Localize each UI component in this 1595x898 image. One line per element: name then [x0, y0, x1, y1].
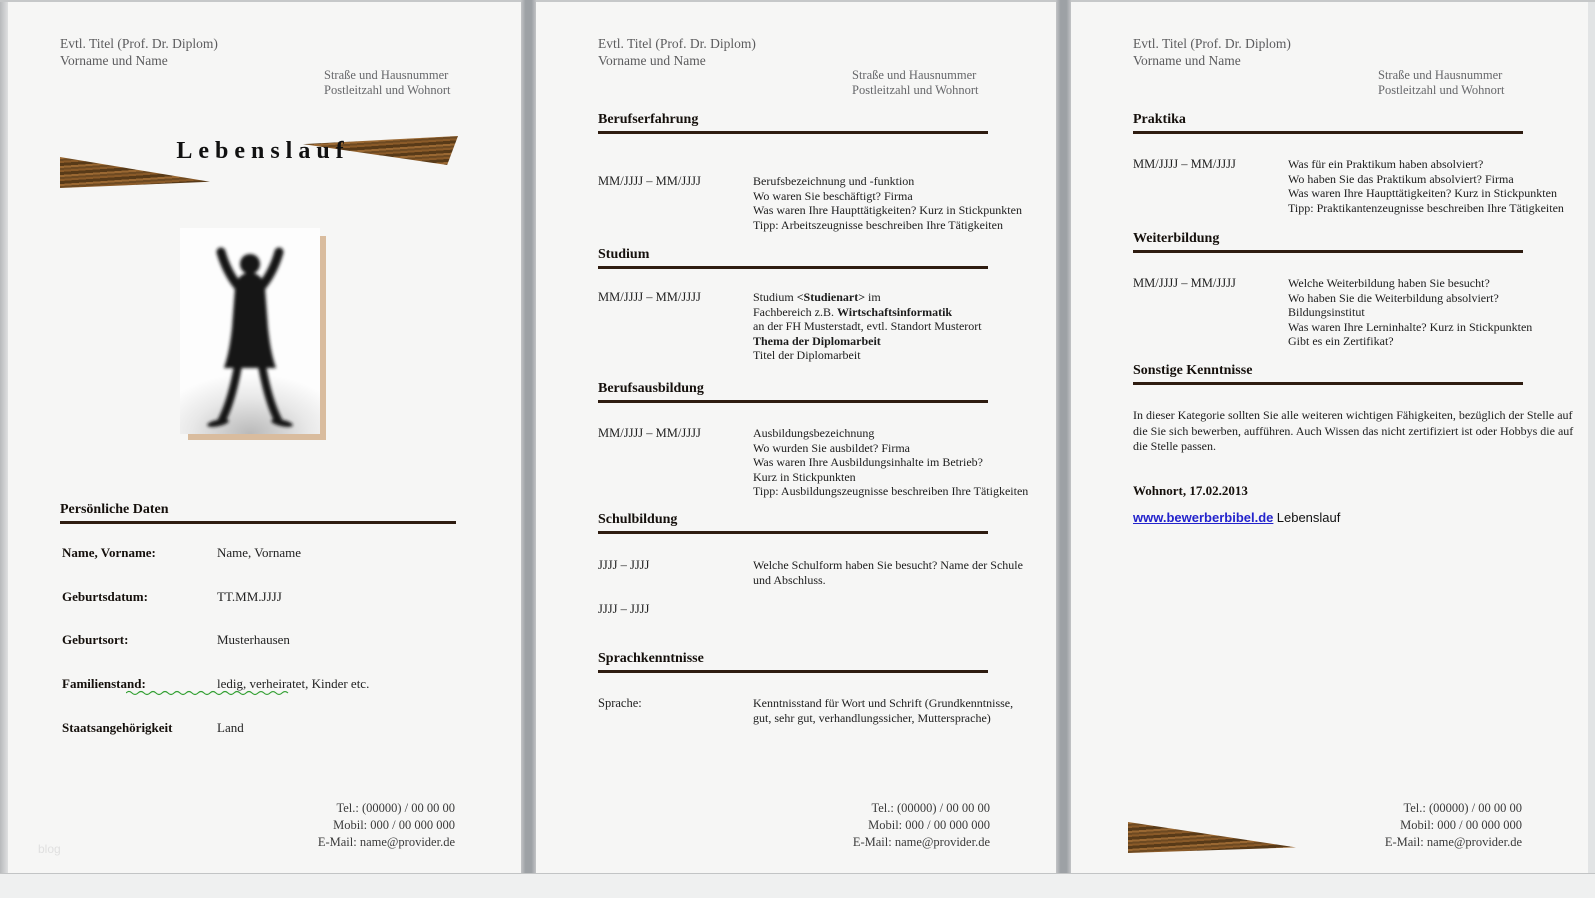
section-sprachkenntnisse: Sprachkenntnisse — [598, 651, 988, 673]
field-label: Familienstand: — [62, 676, 146, 691]
desk-bottom-strip — [0, 873, 1595, 898]
entry-description: Studium <Studienart> im Fachbereich z.B. Wirtschaftsinformatik an der FH Musterstadt, evtl. Standort Musterort Thema der Diplomarbeit Titel der Diplomarbeit — [753, 290, 982, 362]
mobil-line: Mobil: 000 / 00 000 000 — [1400, 818, 1522, 832]
contact-footer — [318, 800, 455, 851]
entry-description: Berufsbezeichnung und -funktion Wo waren Sie beschäftigt? Firma Was waren Ihre Haupttätigkeiten? Kurz in Stickpunkten Tipp: Arbeitszeugnisse beschreiben Ihre Tätigkeiten — [753, 174, 1022, 232]
page-separator-1 — [521, 0, 536, 873]
entry-description: Welche Schulform haben Sie besucht? Name der Schule und Abschluss. — [753, 558, 1023, 587]
mobil-line: Mobil: 000 / 00 000 000 — [868, 818, 990, 832]
row-staatsangehoerigkeit — [62, 720, 244, 736]
applicant-address-block — [852, 68, 979, 98]
field-value: ledig, verheiratet, Kinder etc. — [217, 676, 370, 691]
spellcheck-squiggle — [126, 690, 294, 696]
date-range: MM/JJJJ – MM/JJJJ — [598, 290, 701, 304]
entry-praktika — [1133, 157, 1564, 215]
section-berufserfahrung: Berufserfahrung — [598, 112, 988, 134]
contact-footer — [1385, 800, 1522, 851]
applicant-title-line: Evtl. Titel (Prof. Dr. Diplom) — [1133, 36, 1291, 51]
entry-schulbildung-2 — [598, 602, 753, 617]
row-geburtsdatum — [62, 589, 282, 605]
document-title: Lebenslauf — [176, 138, 350, 164]
silhouette-figure-image — [180, 228, 320, 434]
sonstige-paragraph: In dieser Kategorie sollten Sie alle weiteren wichtigen Fähigkeiten, bezüglich der Stelle auf die Sie sich bewerben, aufführen. Auch Wissen das nicht zertifiziert ist oder Hobbys die auf die Stelle passen. — [1133, 408, 1574, 453]
date-range: MM/JJJJ – MM/JJJJ — [1133, 276, 1236, 290]
place-date-line: Wohnort, 17.02.2013 — [1133, 483, 1248, 498]
section-weiterbildung: Weiterbildung — [1133, 231, 1523, 253]
applicant-name-block — [598, 35, 756, 69]
email-line: E-Mail: name@provider.de — [1384, 835, 1522, 849]
entry-schulbildung-1 — [598, 558, 1023, 587]
bewerberbibel-link[interactable]: www.bewerberbibel.de — [1133, 510, 1274, 525]
applicant-name-block — [1133, 35, 1291, 69]
section-schulbildung: Schulbildung — [598, 512, 988, 534]
entry-description: Welche Weiterbildung haben Sie besucht? Wo haben Sie die Weiterbildung absolviert? Bildungsinstitut Was waren Ihre Lerninhalte? Kurz in Stickpunkten Gibt es ein Zertifikat? — [1288, 276, 1533, 348]
row-name — [62, 545, 301, 561]
contact-footer — [853, 800, 990, 851]
section-studium: Studium — [598, 247, 988, 269]
desk-left-edge — [0, 2, 8, 873]
resume-page-1 — [8, 2, 521, 873]
section-persoenliche-daten: Persönliche Daten — [60, 502, 456, 524]
applicant-name-line: Vorname und Name — [1133, 53, 1241, 68]
field-label: Name, Vorname: — [62, 545, 156, 560]
street-line: Straße und Hausnummer — [852, 68, 977, 82]
source-link-line — [1133, 510, 1340, 526]
resume-page-2 — [536, 2, 1056, 873]
field-label: Staatsangehörigkeit — [62, 720, 173, 735]
date-range: JJJJ – JJJJ — [598, 602, 650, 616]
entry-studium — [598, 290, 982, 363]
applicant-photo — [180, 228, 320, 434]
language-label: Sprache: — [598, 696, 642, 710]
field-label: Geburtsort: — [62, 632, 129, 647]
entry-description: Was für ein Praktikum haben absolviert? Wo haben Sie das Praktikum absolviert? Firma Was waren Ihre Haupttätigkeiten? Kurz in Stickpunkten Tipp: Praktikantenzeugnisse beschreiben Ihre Tätigkeiten — [1288, 157, 1564, 215]
field-value: Land — [217, 720, 244, 735]
applicant-title-line: Evtl. Titel (Prof. Dr. Diplom) — [598, 36, 756, 51]
field-value: Name, Vorname — [217, 545, 301, 560]
resume-page-3 — [1071, 2, 1588, 873]
section-praktika: Praktika — [1133, 112, 1523, 134]
entry-berufsausbildung — [598, 426, 1028, 499]
email-line: E-Mail: name@provider.de — [317, 835, 455, 849]
entry-berufserfahrung — [598, 174, 1022, 232]
entry-description: Kenntnisstand für Wort und Schrift (Grundkenntnisse, gut, sehr gut, verhandlungssicher, Muttersprache) — [753, 696, 1014, 725]
tel-line: Tel.: (00000) / 00 00 00 — [1403, 801, 1522, 815]
link-suffix-text: Lebenslauf — [1276, 510, 1341, 525]
applicant-address-block — [1378, 68, 1505, 98]
mobil-line: Mobil: 000 / 00 000 000 — [333, 818, 455, 832]
entry-sprachkenntnisse — [598, 696, 1013, 725]
field-label: Geburtsdatum: — [62, 589, 148, 604]
tel-line: Tel.: (00000) / 00 00 00 — [871, 801, 990, 815]
wood-triangle-bottom — [1128, 822, 1296, 853]
blog-watermark: blog — [38, 842, 61, 856]
applicant-address-block — [324, 68, 451, 98]
page-separator-2 — [1056, 0, 1071, 873]
city-line: Postleitzahl und Wohnort — [324, 83, 451, 97]
entry-weiterbildung — [1133, 276, 1532, 349]
desk-right-edge — [1588, 2, 1595, 873]
city-line: Postleitzahl und Wohnort — [852, 83, 979, 97]
date-range: JJJJ – JJJJ — [598, 558, 650, 572]
tel-line: Tel.: (00000) / 00 00 00 — [336, 801, 455, 815]
applicant-name-block — [60, 35, 218, 69]
street-line: Straße und Hausnummer — [1378, 68, 1503, 82]
date-range: MM/JJJJ – MM/JJJJ — [1133, 157, 1236, 171]
city-line: Postleitzahl und Wohnort — [1378, 83, 1505, 97]
street-line: Straße und Hausnummer — [324, 68, 449, 82]
field-value: TT.MM.JJJJ — [217, 589, 282, 604]
row-geburtsort — [62, 632, 290, 648]
date-range: MM/JJJJ – MM/JJJJ — [598, 426, 701, 440]
applicant-title-line: Evtl. Titel (Prof. Dr. Diplom) — [60, 36, 218, 51]
field-value: Musterhausen — [217, 632, 290, 647]
section-berufsausbildung: Berufsausbildung — [598, 381, 988, 403]
date-range: MM/JJJJ – MM/JJJJ — [598, 174, 701, 188]
email-line: E-Mail: name@provider.de — [852, 835, 990, 849]
applicant-name-line: Vorname und Name — [60, 53, 168, 68]
applicant-name-line: Vorname und Name — [598, 53, 706, 68]
section-sonstige-kenntnisse: Sonstige Kenntnisse — [1133, 363, 1523, 385]
entry-description: Ausbildungsbezeichnung Wo wurden Sie ausbildet? Firma Was waren Ihre Ausbildungsinhalte im Betrieb? Kurz in Stickpunkten Tipp: Ausbildungszeugnisse beschreiben Ihre Tätigkeiten — [753, 426, 1029, 498]
